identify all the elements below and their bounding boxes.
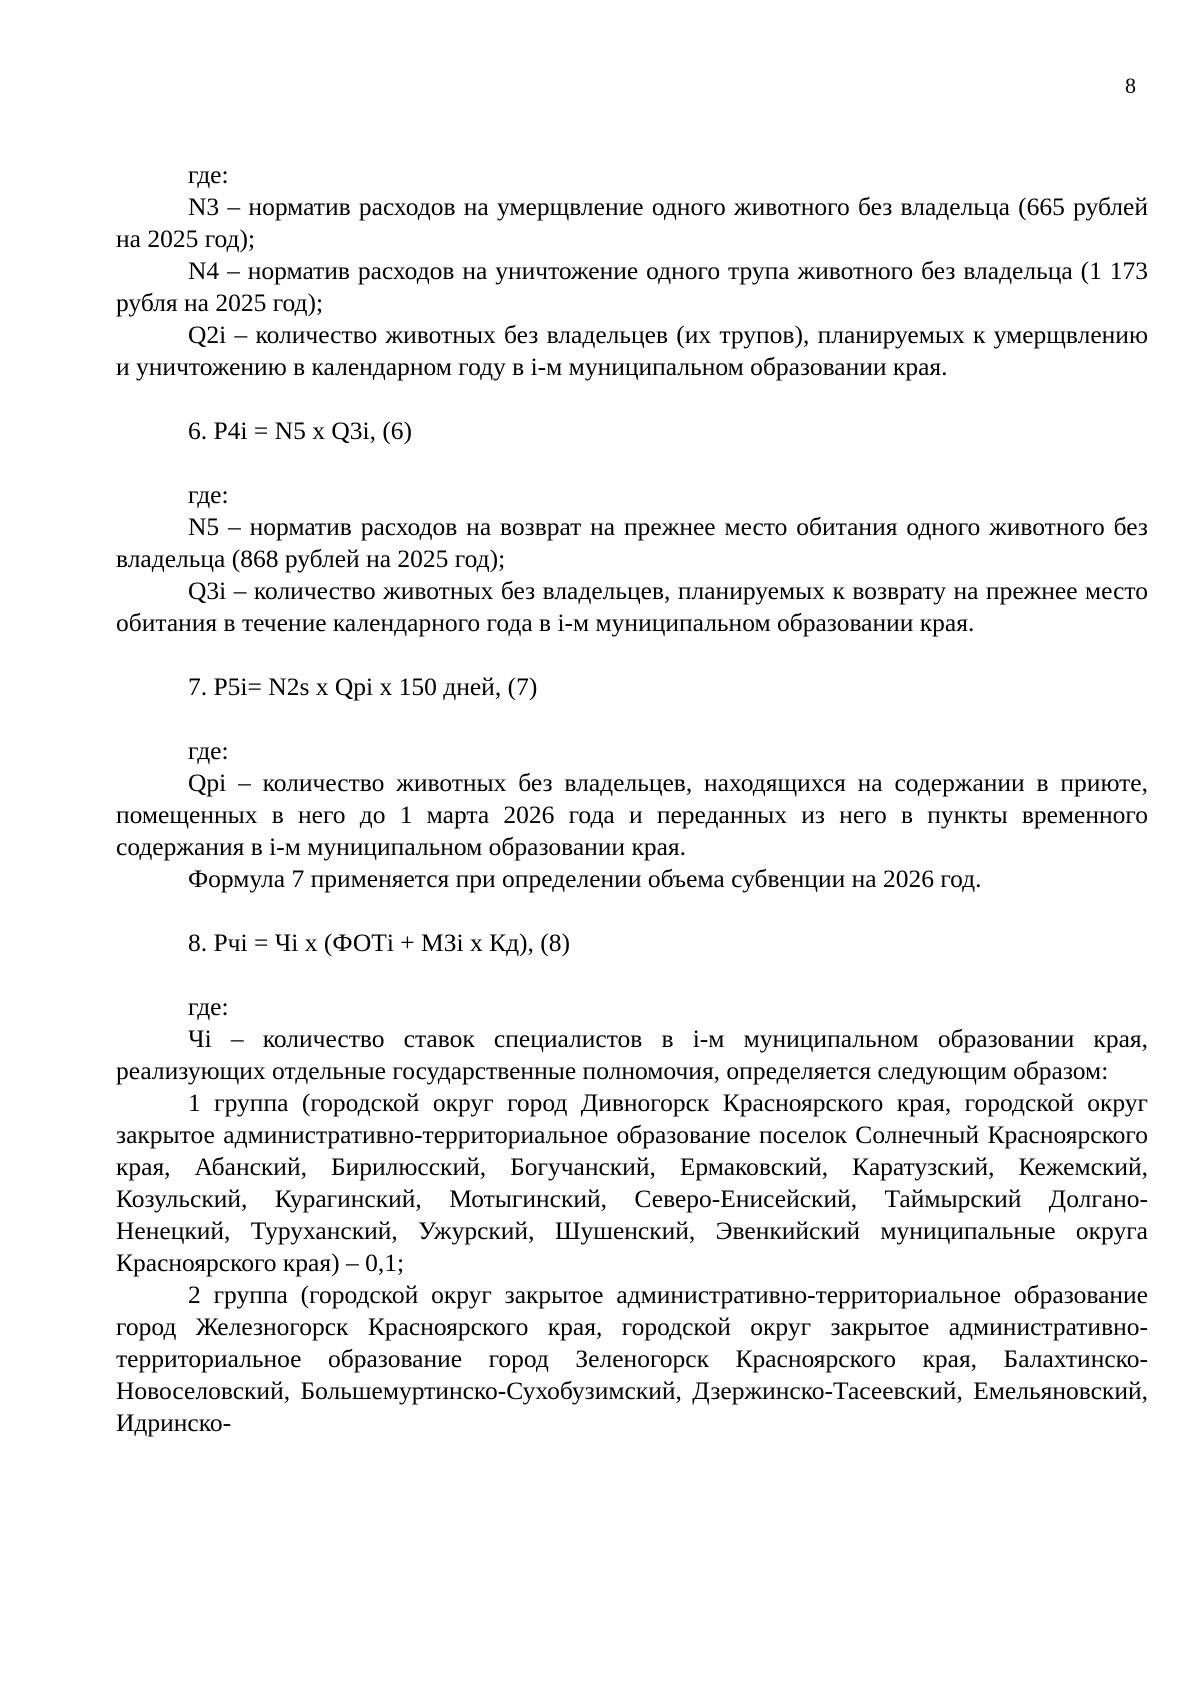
paragraph-where-label: где:	[188, 736, 229, 765]
formula-6: 6. P4i = N5 x Q3i, (6)	[188, 416, 413, 445]
paragraph-where-label: где:	[188, 480, 229, 509]
paragraph-group-1: 1 группа (городской округ город Дивногорск Красноярского края, городской округ закрытое административно-территориальное образование поселок Солнечный Красноярского края, Абанский, Бирилюсский, Богучанский, Ермаковский, Каратузский, Кежемский, Козульский, Курагинский, Мотыгинский, Северо-Енисейский, Таймырский Долгано-Ненецкий, Туруханский, Ужурский, Шушенский, Эвенкийский муниципальные округа Красноярского края) – 0,1;	[116, 1088, 1148, 1277]
paragraph-n3-definition: N3 – норматив расходов на умерщвление одного животного без владельца (665 рублей на 2025 год);	[116, 192, 1148, 253]
paragraph-formula-7-note: Формула 7 применяется при определении объема субвенции на 2026 год.	[188, 864, 982, 893]
paragraph-where-label: где:	[188, 992, 229, 1021]
paragraph-q3i-definition: Q3i – количество животных без владельцев, планируемых к возврату на прежнее место обитания в течение календарного года в i-м муниципальном образовании края.	[116, 576, 1148, 637]
paragraph-qpi-definition: Qpi – количество животных без владельцев, находящихся на содержании в приюте, помещенных в него до 1 марта 2026 года и переданных из него в пункты временного содержания в i-м муниципальном образовании края.	[116, 768, 1148, 861]
page-number: 8	[1125, 73, 1136, 98]
paragraph-chi-definition: Чi – количество ставок специалистов в i-м муниципальном образовании края, реализующих отдельные государственные полномочия, определяется следующим образом:	[116, 1024, 1148, 1085]
formula-8: 8. Pчi = Чi x (ФОТi + МЗi x Кд), (8)	[188, 928, 571, 957]
paragraph-group-2: 2 группа (городской округ закрытое административно-территориальное образование город Железногорск Красноярского края, городской округ закрытое административно-территориальное образование город Зеленогорск Красноярского края, Балахтинско-Новоселовский, Большемуртинско-Сухобузимский, Дзержинско-Тасеевский, Емельяновский, Идринско-	[116, 1280, 1148, 1437]
document-body	[116, 159, 1148, 1439]
paragraph-n5-definition: N5 – норматив расходов на возврат на прежнее место обитания одного животного без владельца (868 рублей на 2025 год);	[116, 512, 1148, 573]
formula-7: 7. P5i= N2s x Qpi x 150 дней, (7)	[188, 672, 538, 701]
paragraph-q2i-definition: Q2i – количество животных без владельцев (их трупов), планируемых к умерщвлению и уничтожению в календарном году в i-м муниципальном образовании края.	[116, 320, 1148, 381]
paragraph-n4-definition: N4 – норматив расходов на уничтожение одного трупа животного без владельца (1 173 рубля на 2025 год);	[116, 256, 1148, 317]
paragraph-where-label: где:	[188, 160, 229, 189]
